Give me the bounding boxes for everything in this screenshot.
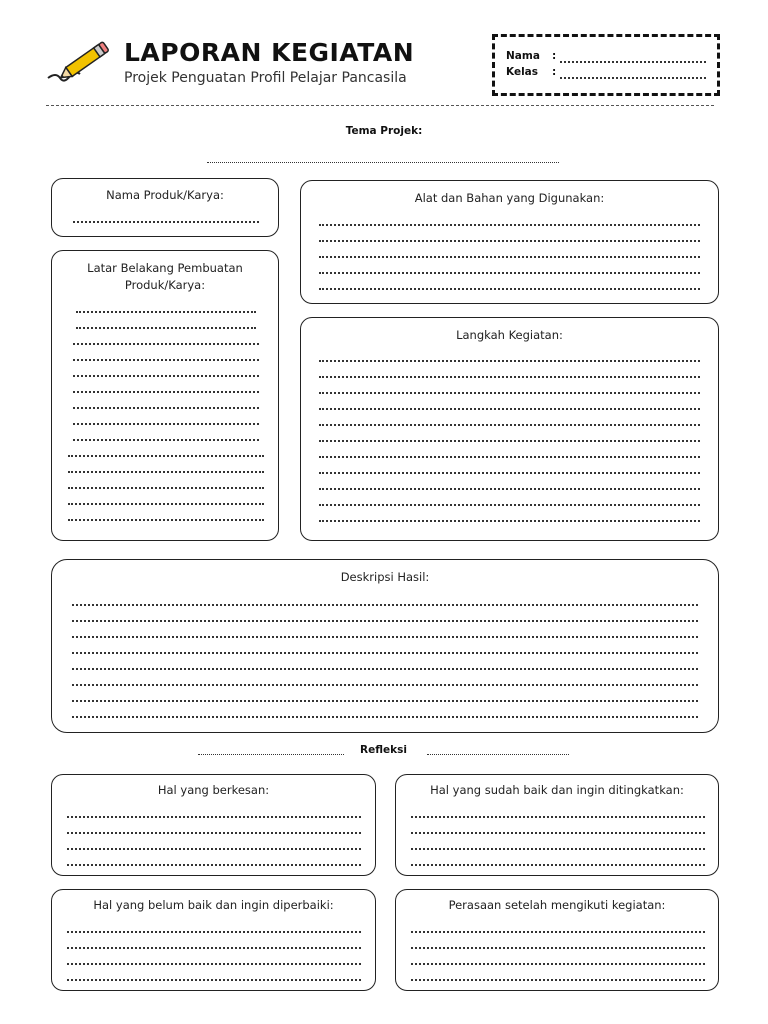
page-title: LAPORAN KEGIATAN xyxy=(124,38,415,67)
tools-line[interactable] xyxy=(319,272,700,274)
not-good-line[interactable] xyxy=(67,979,361,981)
tools-label: Alat dan Bahan yang Digunakan: xyxy=(414,191,605,205)
class-label: Kelas xyxy=(506,66,539,78)
good-line[interactable] xyxy=(411,832,705,834)
not-good-box xyxy=(51,889,376,991)
background-line[interactable] xyxy=(73,423,259,425)
background-line[interactable] xyxy=(68,471,264,473)
background-line[interactable] xyxy=(68,487,264,489)
steps-line[interactable] xyxy=(319,424,700,426)
background-line[interactable] xyxy=(76,327,256,329)
background-line[interactable] xyxy=(73,375,259,377)
feeling-line[interactable] xyxy=(411,947,705,949)
background-line[interactable] xyxy=(68,519,264,521)
header-divider xyxy=(46,105,714,106)
class-separator: : xyxy=(552,66,557,78)
theme-field[interactable] xyxy=(207,162,559,163)
result-line[interactable] xyxy=(72,652,698,654)
steps-line[interactable] xyxy=(319,392,700,394)
name-field[interactable] xyxy=(560,61,706,63)
feeling-line[interactable] xyxy=(411,979,705,981)
class-field[interactable] xyxy=(560,77,706,79)
background-line[interactable] xyxy=(68,503,264,505)
name-separator: : xyxy=(552,50,557,62)
good-line[interactable] xyxy=(411,816,705,818)
background-label-line1: Latar Belakang Pembuatan xyxy=(87,261,243,275)
tools-line[interactable] xyxy=(319,288,700,290)
not-good-label: Hal yang belum baik dan ingin diperbaiki: xyxy=(93,898,334,912)
impressive-line[interactable] xyxy=(67,848,361,850)
result-line[interactable] xyxy=(72,636,698,638)
result-box xyxy=(51,559,719,733)
feeling-box xyxy=(395,889,719,991)
steps-line[interactable] xyxy=(319,376,700,378)
good-line[interactable] xyxy=(411,864,705,866)
not-good-line[interactable] xyxy=(67,963,361,965)
theme-label: Tema Projek: xyxy=(345,125,423,137)
feeling-label: Perasaan setelah mengikuti kegiatan: xyxy=(448,898,666,912)
reflection-heading: Refleksi xyxy=(360,744,407,756)
background-line[interactable] xyxy=(73,343,259,345)
impressive-box xyxy=(51,774,376,876)
page-subtitle: Projek Penguatan Profil Pelajar Pancasila xyxy=(124,70,407,86)
tools-line[interactable] xyxy=(319,240,700,242)
background-line[interactable] xyxy=(76,311,256,313)
background-line[interactable] xyxy=(68,455,264,457)
result-line[interactable] xyxy=(72,716,698,718)
background-line[interactable] xyxy=(73,439,259,441)
not-good-line[interactable] xyxy=(67,931,361,933)
background-box xyxy=(51,250,279,541)
background-line[interactable] xyxy=(73,359,259,361)
impressive-line[interactable] xyxy=(67,816,361,818)
steps-line[interactable] xyxy=(319,488,700,490)
steps-line[interactable] xyxy=(319,360,700,362)
pencil-icon xyxy=(44,38,116,84)
impressive-label: Hal yang berkesan: xyxy=(157,783,270,797)
result-label: Deskripsi Hasil: xyxy=(340,570,430,584)
steps-line[interactable] xyxy=(319,440,700,442)
steps-line[interactable] xyxy=(319,504,700,506)
result-line[interactable] xyxy=(72,604,698,606)
good-label: Hal yang sudah baik dan ingin ditingkatkan: xyxy=(430,783,684,797)
steps-line[interactable] xyxy=(319,456,700,458)
tools-line[interactable] xyxy=(319,224,700,226)
good-line[interactable] xyxy=(411,848,705,850)
result-line[interactable] xyxy=(72,700,698,702)
result-line[interactable] xyxy=(72,668,698,670)
reflection-left-dots xyxy=(198,754,344,755)
steps-line[interactable] xyxy=(319,520,700,522)
impressive-line[interactable] xyxy=(67,832,361,834)
steps-line[interactable] xyxy=(319,408,700,410)
student-info-box xyxy=(492,34,720,96)
background-line[interactable] xyxy=(73,391,259,393)
result-line[interactable] xyxy=(72,620,698,622)
steps-line[interactable] xyxy=(319,472,700,474)
steps-box xyxy=(300,317,719,541)
tools-box xyxy=(300,180,719,304)
steps-label: Langkah Kegiatan: xyxy=(456,328,563,342)
background-label-line2: Produk/Karya: xyxy=(124,278,206,292)
not-good-line[interactable] xyxy=(67,947,361,949)
product-name-field[interactable] xyxy=(73,221,259,223)
product-name-label: Nama Produk/Karya: xyxy=(106,188,224,202)
feeling-line[interactable] xyxy=(411,931,705,933)
reflection-right-dots xyxy=(427,754,569,755)
tools-line[interactable] xyxy=(319,256,700,258)
result-line[interactable] xyxy=(72,684,698,686)
good-box xyxy=(395,774,719,876)
impressive-line[interactable] xyxy=(67,864,361,866)
feeling-line[interactable] xyxy=(411,963,705,965)
product-name-box xyxy=(51,178,279,237)
name-label: Nama xyxy=(506,50,540,62)
background-line[interactable] xyxy=(73,407,259,409)
